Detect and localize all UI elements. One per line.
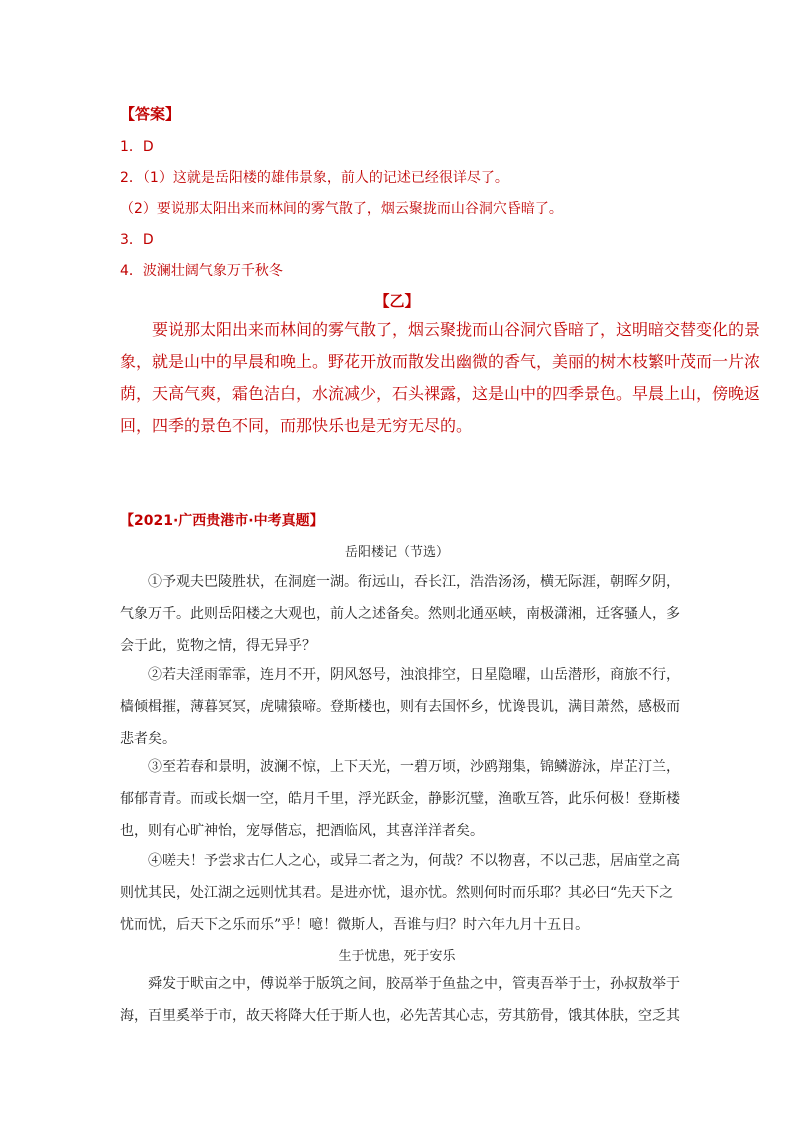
text-line: 海，百里奚举于市，故天将降大任于斯人也，必先苦其心志，劳其筋骨，饿其体肤，空乏其 [120,1008,680,1024]
text-line: 舜发于畎亩之中，傅说举于版筑之间，胶鬲举于鱼盐之中，管夷吾举于士，孙叔敖举于 [148,976,680,992]
answer-4: 4．波澜壮阔气象万千秋冬 [120,263,283,279]
answer-2-part-2: （2）要说那太阳出来而林间的雾气散了，烟云聚拢而山谷洞穴昏暗了。 [120,201,563,217]
yi-heading: 【乙】 [374,292,420,310]
paragraph-1 [120,566,680,662]
text-line: 悲者矣。 [120,731,176,747]
text-line: 会于此，览物之情，得无异乎？ [120,638,316,654]
paragraph-3 [120,751,680,847]
text-line: 樯倾楫摧，薄暮冥冥，虎啸猿啼。登斯楼也，则有去国怀乡，忧谗畏讥，满目萧然，感极而 [120,699,680,715]
text-title: 岳阳楼记（节选） [344,545,449,560]
yi-line: 荫，天高气爽，霜色洁白，水流减少，石头裸露，这是山中的四季景色。早晨上山，傍晚返 [120,384,761,403]
yi-line: 回，四季的景色不同，而那快乐也是无穷无尽的。 [120,416,473,435]
text-line: 则忧其民，处江湖之远则忧其君。是进亦忧，退亦忧。然则何时而乐耶？其必曰“先天下之 [120,885,674,901]
text-line: ④嗟夫！予尝求古仁人之心，或异二者之为，何哉？不以物喜，不以己悲，居庙堂之高 [148,853,680,869]
text-title-2: 生于忧患，死于安乐 [338,949,456,964]
text-line: ①予观夫巴陵胜状，在洞庭一湖。衔远山，吞长江，浩浩汤汤，横无际涯，朝晖夕阴， [148,574,680,590]
text-line: 也，则有心旷神怡，宠辱偕忘，把酒临风，其喜洋洋者矣。 [120,823,484,839]
paragraph-4 [120,845,680,941]
text-line: 郁郁青青。而或长烟一空，皓月千里，浮光跃金，静影沉璧，渔歌互答，此乐何极！登斯楼 [120,791,680,807]
yi-line: 象，就是山中的早晨和晚上。野花开放而散发出幽微的香气，美丽的树木枝繁叶茂而一片浓 [120,352,761,371]
yi-line: 要说那太阳出来而林间的雾气散了，烟云聚拢而山谷洞穴昏暗了，这明暗交替变化的景 [152,320,761,339]
yi-paragraph [120,314,761,442]
text-line: 气象万千。此则岳阳楼之大观也，前人之述备矣。然则北通巫峡，南极潇湘，迁客骚人，多 [120,606,680,622]
paragraph-2 [120,659,680,755]
answer-2-part-1: 2．（1）这就是岳阳楼的雄伟景象，前人的记述已经很详尽了。 [120,170,509,186]
answer-1: 1．D [120,139,154,155]
text-line: 忧而忧，后天下之乐而乐”乎！噫！微斯人，吾谁与归？时六年九月十五日。 [120,917,590,933]
text-line: ③至若春和景明，波澜不惊，上下天光，一碧万顷，沙鸥翔集，锦鳞游泳，岸芷汀兰， [148,759,680,775]
answer-3: 3．D [120,232,154,248]
paragraph-5 [120,968,680,1032]
answer-heading: 【答案】 [120,105,181,123]
source-heading: 【2021·广西贵港市·中考真题】 [120,513,324,529]
text-line: ②若夫淫雨霏霏，连月不开，阴风怒号，浊浪排空，日星隐曜，山岳潜形，商旅不行， [148,667,680,683]
